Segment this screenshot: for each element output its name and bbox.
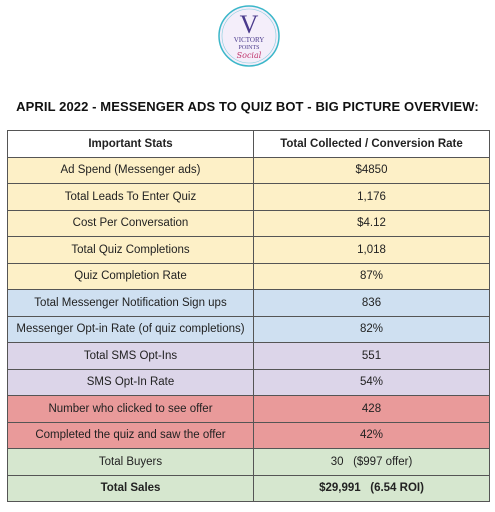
stat-label: Total Buyers [8, 449, 254, 476]
table-header-row [8, 131, 490, 158]
stat-value: $29,991 (6.54 ROI) [254, 475, 490, 502]
stat-label: Quiz Completion Rate [8, 263, 254, 290]
table-row-quiz-completions [8, 237, 490, 264]
victory-points-social-logo [217, 4, 281, 68]
stat-label: Completed the quiz and saw the offer [8, 422, 254, 449]
stat-value: 42% [254, 422, 490, 449]
stat-value: 551 [254, 343, 490, 370]
stats-table [7, 130, 490, 502]
table-row-messenger-optin-rate [8, 316, 490, 343]
stat-label: Messenger Opt-in Rate (of quiz completions) [8, 316, 254, 343]
table-row-quiz-completion-rate [8, 263, 490, 290]
table-row-clicked-offer [8, 396, 490, 423]
stat-value: 54% [254, 369, 490, 396]
table-row-cost-per-conversation [8, 210, 490, 237]
table-row-sms-optin-rate [8, 369, 490, 396]
stat-value: 87% [254, 263, 490, 290]
table-row-total-leads [8, 184, 490, 211]
logo-line1: VICTORY [233, 36, 265, 44]
stat-label: Number who clicked to see offer [8, 396, 254, 423]
logo-line2: POINTS [238, 45, 260, 51]
table-row-total-buyers [8, 449, 490, 476]
stat-label: Total Quiz Completions [8, 237, 254, 264]
stat-label: Total Messenger Notification Sign ups [8, 290, 254, 317]
stat-label: Total SMS Opt-Ins [8, 343, 254, 370]
stat-label: Ad Spend (Messenger ads) [8, 157, 254, 184]
stat-value: 1,018 [254, 237, 490, 264]
stat-value: 1,176 [254, 184, 490, 211]
logo-line3: Social [236, 51, 262, 60]
table-row-total-sales [8, 475, 490, 502]
stat-value: 428 [254, 396, 490, 423]
table-row-ad-spend [8, 157, 490, 184]
stat-value: $4850 [254, 157, 490, 184]
stat-label: Total Sales [8, 475, 254, 502]
table-row-sms-optins [8, 343, 490, 370]
stat-value: 30 ($997 offer) [254, 449, 490, 476]
table-row-saw-offer [8, 422, 490, 449]
header-important-stats: Important Stats [8, 131, 254, 158]
logo-letter: V [239, 10, 259, 39]
stat-label: SMS Opt-In Rate [8, 369, 254, 396]
header-total-collected: Total Collected / Conversion Rate [254, 131, 490, 158]
stat-label: Cost Per Conversation [8, 210, 254, 237]
stat-label: Total Leads To Enter Quiz [8, 184, 254, 211]
table-row-messenger-signups [8, 290, 490, 317]
stat-value: $4.12 [254, 210, 490, 237]
page-heading: APRIL 2022 - MESSENGER ADS TO QUIZ BOT - BIG PICTURE OVERVIEW: [16, 99, 479, 114]
stat-value: 836 [254, 290, 490, 317]
stat-value: 82% [254, 316, 490, 343]
